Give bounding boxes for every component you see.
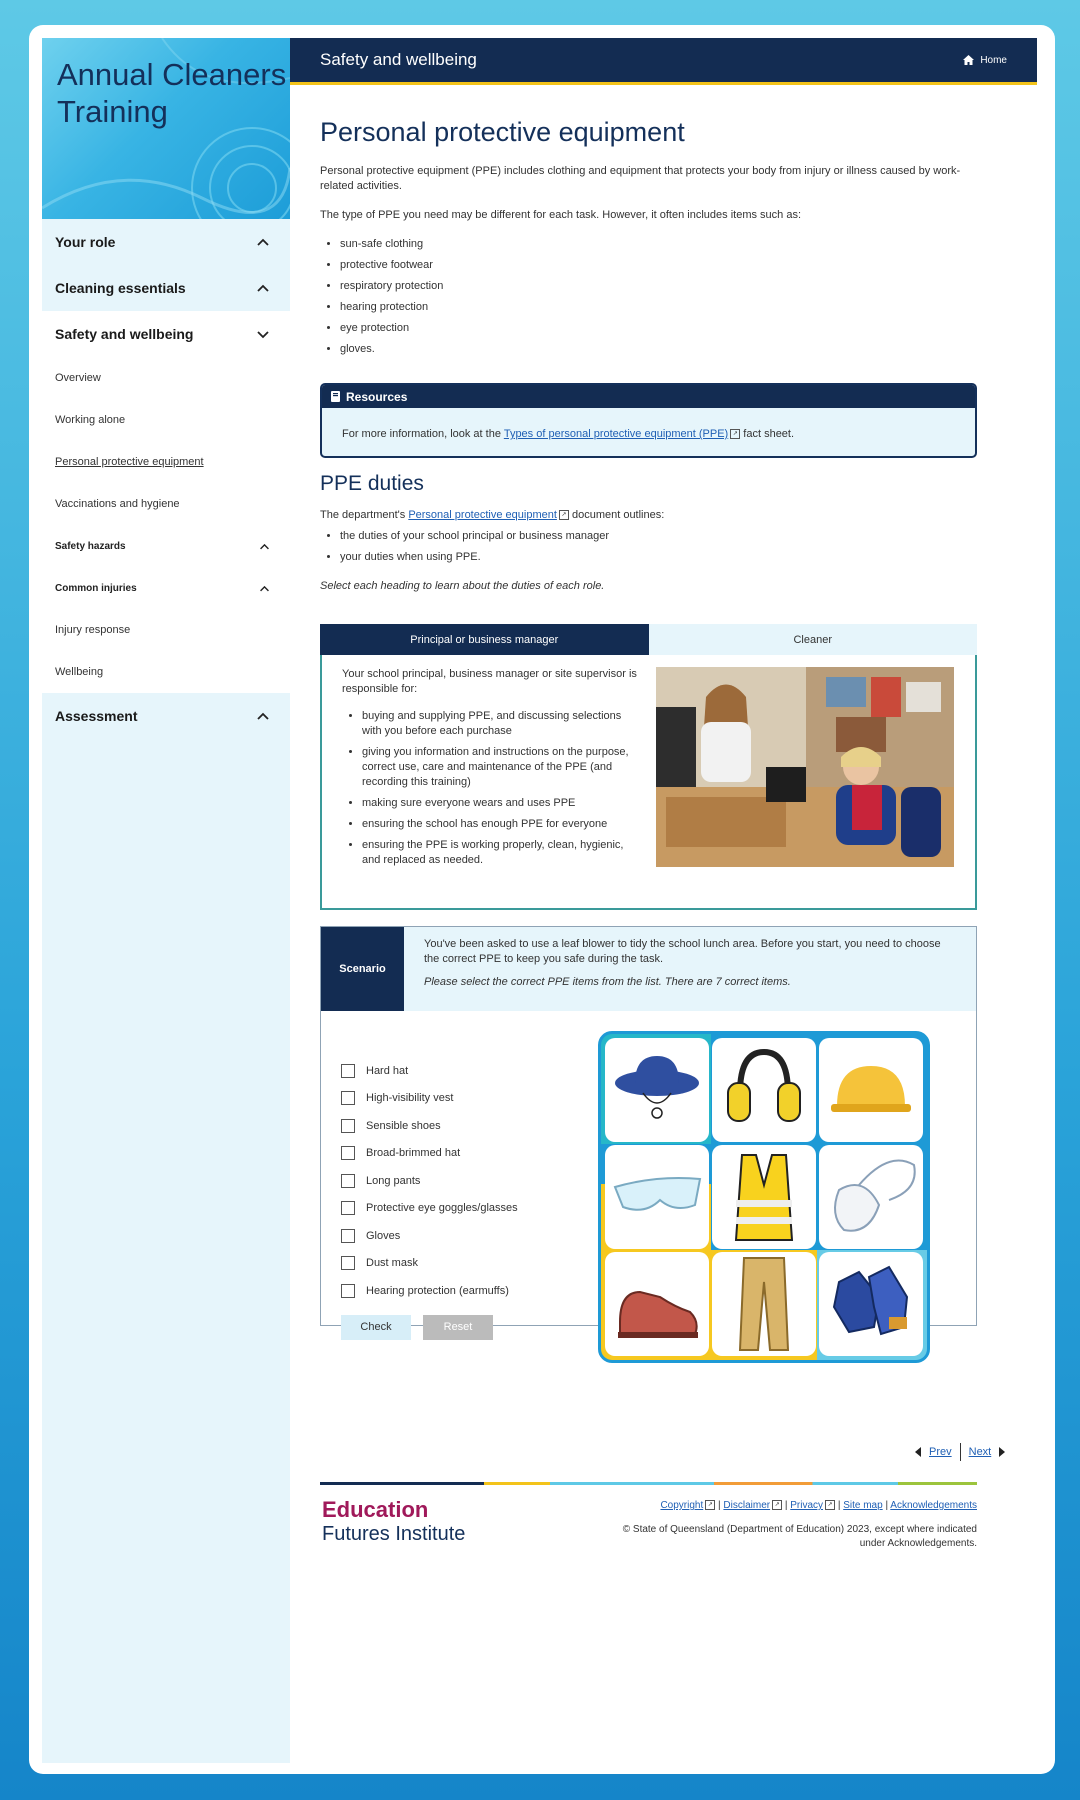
chevron-up-icon (259, 541, 270, 552)
nav-section-safety-header[interactable] (42, 311, 290, 357)
external-link-icon: ↗ (730, 429, 740, 439)
checkbox-label: Hearing protection (earmuffs) (366, 1284, 509, 1297)
nav-item-ppe[interactable] (42, 441, 290, 483)
checkbox-label: Protective eye goggles/glasses (366, 1202, 518, 1215)
page-frame (29, 25, 1055, 1774)
prev-link[interactable]: Prev (929, 1446, 952, 1458)
list-item: • buying and supplying PPE, and discussing selections with you before each purchase (362, 709, 642, 739)
checkbox-dust-mask[interactable] (341, 1250, 581, 1278)
dust-mask-image (819, 1145, 923, 1249)
checkbox-label: Hard hat (366, 1064, 409, 1077)
checkbox[interactable] (341, 1064, 355, 1078)
duties-intro (320, 508, 977, 523)
resources-header (322, 385, 975, 408)
section-header (290, 38, 1037, 85)
checkbox-label: Sensible shoes (366, 1119, 441, 1132)
checkbox[interactable] (341, 1174, 355, 1188)
duties-list (320, 529, 977, 565)
duties-instruction: Select each heading to learn about the duties of each role. (320, 580, 605, 592)
checkbox[interactable] (341, 1284, 355, 1298)
pagination (915, 1443, 1005, 1461)
duties-text-end: document outlines: (568, 509, 665, 521)
resources-heading: Resources (346, 389, 408, 404)
checkbox[interactable] (341, 1119, 355, 1133)
external-link-icon: ↗ (559, 510, 569, 520)
nav-item-wellbeing[interactable] (42, 651, 290, 693)
external-link-icon: ↗ (772, 1500, 782, 1510)
footer-rule (320, 1482, 977, 1485)
nav-item-label: Overview (55, 372, 101, 384)
nav-section-label: Cleaning essentials (55, 280, 186, 296)
nav-item-label: Injury response (55, 624, 131, 636)
checkbox-hearing-protection[interactable] (341, 1277, 581, 1305)
duties-heading: PPE duties (320, 472, 424, 495)
scenario-description: You've been asked to use a leaf blower to tidy the school lunch area. Before you start, you need to choose the correct PPE to keep you safe during the task. (424, 938, 941, 965)
list-item: • giving you information and instructions on the purpose, correct use, care and maintenance of the PPE (and recording this training) (362, 745, 642, 790)
nav-sub-common-injuries[interactable] (42, 567, 290, 609)
nav-sub-safety-hazards[interactable] (42, 525, 290, 567)
copyright-link[interactable]: Copyright (660, 1500, 704, 1511)
intro-paragraph-1: Personal protective equipment (PPE) includes clothing and equipment that protects your body from injury or illness caused by work-related activities. (320, 165, 961, 192)
home-link[interactable] (963, 55, 1007, 66)
checkbox-label: Long pants (366, 1174, 421, 1187)
checkbox-gloves[interactable] (341, 1222, 581, 1250)
nav-item-label: Common injuries (55, 582, 137, 594)
nav-item-label: Safety hazards (55, 540, 126, 552)
intro-paragraph-2: The type of PPE you need may be different for each task. However, it often includes items such as: (320, 209, 801, 221)
scenario-buttons (341, 1315, 581, 1340)
footer-links: Copyright ↗ | Disclaimer ↗ | Privacy ↗ | Site map | Acknowledgements (660, 1500, 977, 1511)
chevron-down-icon (256, 327, 270, 341)
scenario-activity (320, 926, 977, 1333)
checkbox-label: Dust mask (366, 1257, 418, 1270)
external-link-icon: ↗ (825, 1500, 835, 1510)
resources-text: For more information, look at the (342, 428, 504, 440)
list-item: • ensuring the school has enough PPE for everyone (362, 817, 642, 832)
list-item: • eye protection (340, 321, 977, 336)
nav-item-overview[interactable] (42, 357, 290, 399)
checkbox-hi-vis-vest[interactable] (341, 1085, 581, 1113)
earmuffs-image (712, 1038, 816, 1142)
nav-section-your-role[interactable] (42, 219, 290, 265)
safety-glasses-image (605, 1145, 709, 1249)
nav-section-label: Your role (55, 234, 116, 250)
scenario-instruction: Please select the correct PPE items from the list. There are 7 correct items. (424, 976, 791, 988)
tab-panel-text (342, 667, 642, 882)
checkbox-sensible-shoes[interactable] (341, 1112, 581, 1140)
list-item: • the duties of your school principal or business manager (340, 529, 977, 544)
scenario-label: Scenario (321, 927, 404, 1011)
logo-line-2: Futures Institute (322, 1523, 466, 1545)
brand-banner (42, 38, 290, 219)
chevron-up-icon (259, 583, 270, 594)
nav-section-cleaning-essentials[interactable] (42, 265, 290, 311)
sidebar (42, 38, 290, 1763)
privacy-link[interactable]: Privacy (790, 1500, 824, 1511)
check-button[interactable]: Check (341, 1315, 411, 1340)
resources-body (322, 408, 975, 456)
checkbox[interactable] (341, 1256, 355, 1270)
list-item: • protective footwear (340, 258, 977, 273)
next-arrow-icon (999, 1447, 1005, 1457)
home-label: Home (980, 54, 1007, 66)
checkbox-label: High-visibility vest (366, 1092, 454, 1105)
list-item: • ensuring the PPE is working properly, clean, hygienic, and replaced as needed. (362, 838, 642, 868)
main-content (320, 95, 977, 1333)
checkbox-label: Gloves (366, 1229, 401, 1242)
resources-box (320, 383, 977, 458)
duties-text: The department's (320, 509, 409, 521)
role-tabs (320, 624, 977, 655)
boots-image (605, 1252, 709, 1356)
page-title: Personal protective equipment (320, 117, 685, 147)
list-item: • gloves. (340, 342, 977, 357)
list-item: • making sure everyone wears and uses PPE (362, 796, 642, 811)
office-photo (656, 667, 954, 867)
app-title: Annual Cleaners Training (57, 57, 287, 129)
site-map-link[interactable]: Site map (843, 1500, 883, 1511)
nav-item-label: Vaccinations and hygiene (55, 498, 180, 510)
checkbox[interactable] (341, 1146, 355, 1160)
tab-principal[interactable]: Principal or business manager (320, 624, 649, 655)
ppe-image-grid (598, 1031, 930, 1363)
list-item: • hearing protection (340, 300, 977, 315)
book-icon (331, 391, 340, 402)
nav-item-injury-response[interactable] (42, 609, 290, 651)
nav-section-assessment[interactable] (42, 693, 290, 739)
nav-item-label: Working alone (55, 414, 126, 426)
reset-button[interactable]: Reset (423, 1315, 493, 1340)
checkbox-broad-brimmed-hat[interactable] (341, 1140, 581, 1168)
acknowledgements-link[interactable]: Acknowledgements (890, 1500, 977, 1511)
checkbox-hard-hat[interactable] (341, 1057, 581, 1085)
checkbox-label: Broad-brimmed hat (366, 1147, 461, 1160)
nav-item-label: Personal protective equipment (55, 456, 204, 468)
list-item: • sun-safe clothing (340, 237, 977, 252)
scenario-text-block (404, 927, 976, 1011)
checkbox[interactable] (341, 1229, 355, 1243)
checkbox[interactable] (341, 1201, 355, 1215)
nav-item-working-alone[interactable] (42, 399, 290, 441)
tab-panel-principal (320, 655, 977, 910)
checkbox[interactable] (341, 1091, 355, 1105)
pager-divider (960, 1443, 961, 1461)
hard-hat-image (819, 1038, 923, 1142)
nav-item-vaccinations[interactable] (42, 483, 290, 525)
responsibility-list (342, 709, 642, 868)
footer-logo (322, 1498, 465, 1546)
checkbox-eye-goggles[interactable] (341, 1195, 581, 1223)
sun-hat-image (605, 1038, 709, 1142)
prev-arrow-icon (915, 1447, 921, 1457)
scenario-header (321, 927, 976, 1011)
logo-line-1: Education (322, 1497, 429, 1522)
nav-section-label: Assessment (55, 708, 138, 724)
list-item: • respiratory protection (340, 279, 977, 294)
long-pants-image (712, 1252, 816, 1356)
tab-panel-intro: Your school principal, business manager or site supervisor is responsible for: (342, 668, 637, 695)
list-item: • your duties when using PPE. (340, 550, 977, 565)
chevron-up-icon (256, 281, 270, 295)
chevron-up-icon (256, 235, 270, 249)
external-link-icon: ↗ (705, 1500, 715, 1510)
copyright-text: © State of Queensland (Department of Education) 2023, except where indicated under Acknowledgements. (622, 1524, 977, 1549)
home-icon (963, 55, 974, 65)
gloves-image (819, 1252, 923, 1356)
scenario-body (321, 1011, 976, 1333)
nav-item-label: Wellbeing (55, 666, 104, 678)
checkbox-long-pants[interactable] (341, 1167, 581, 1195)
section-title: Safety and wellbeing (320, 50, 477, 69)
hi-vis-vest-image (712, 1145, 816, 1249)
ppe-document-link[interactable]: Personal protective equipment (408, 509, 557, 521)
ppe-checklist (341, 1031, 581, 1333)
nav-section-safety-wellbeing (42, 311, 290, 693)
nav-section-label: Safety and wellbeing (55, 326, 194, 342)
disclaimer-link[interactable]: Disclaimer (723, 1500, 771, 1511)
ppe-list (320, 237, 977, 357)
tab-cleaner[interactable]: Cleaner (649, 624, 978, 655)
next-link[interactable]: Next (968, 1446, 992, 1458)
chevron-up-icon (256, 709, 270, 723)
ppe-types-link[interactable]: Types of personal protective equipment (PPE) (503, 428, 729, 440)
resources-text-end: fact sheet. (740, 428, 795, 440)
